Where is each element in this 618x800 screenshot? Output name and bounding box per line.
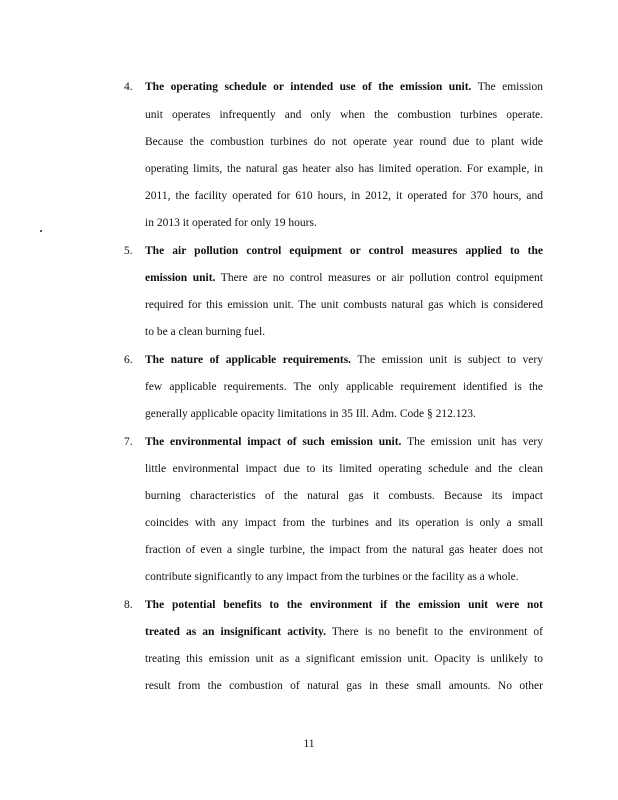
item-4-line-6: in 2013 it operated for only 19 hours. xyxy=(145,217,317,229)
item-7-number: 7. xyxy=(124,436,133,448)
item-6-line-1 xyxy=(145,354,543,366)
item-5-line-4: to be a clean burning fuel. xyxy=(145,326,266,338)
item-8-heading-2: treated as an insignificant activity. xyxy=(145,626,326,638)
item-5-number: 5. xyxy=(124,245,133,257)
item-7-line-5: fraction of even a single turbine, the impact from the natural gas heater does not xyxy=(145,544,543,556)
item-8-line-3: treating this emission unit as a significant emission unit. Opacity is unlikely to xyxy=(145,653,543,665)
item-6-number: 6. xyxy=(124,354,133,366)
item-5-text-1: There are no control measures or air pollution control equipment xyxy=(215,272,543,284)
item-6-line-2: few applicable requirements. The only applicable requirement identified is the xyxy=(145,381,543,393)
item-4-heading: The operating schedule or intended use of the emission unit. xyxy=(145,81,472,93)
item-4-line-5: 2011, the facility operated for 610 hours, in 2012, it operated for 370 hours, and xyxy=(145,190,543,202)
item-7-line-1 xyxy=(145,436,543,448)
page-number: 11 xyxy=(303,738,315,750)
item-8-text-1: There is no benefit to the environment of xyxy=(325,626,543,638)
scan-mark xyxy=(40,230,42,232)
item-6-line-3: generally applicable opacity limitations in 35 Ill. Adm. Code § 212.123. xyxy=(145,408,476,420)
item-7-line-4: coincides with any impact from the turbines and its operation is only a small xyxy=(145,517,543,529)
item-4-number: 4. xyxy=(124,81,133,93)
item-7-line-3: burning characteristics of the natural gas it combusts. Because its impact xyxy=(145,490,543,502)
item-4-line-3: Because the combustion turbines do not operate year round due to plant wide xyxy=(145,136,543,148)
item-8-line-4: result from the combustion of natural gas in these small amounts. No other xyxy=(145,680,543,692)
item-4-text-1: The emission xyxy=(471,81,544,93)
item-8-number: 8. xyxy=(124,599,133,611)
item-8-line-1 xyxy=(145,599,543,611)
item-5-heading-1: The air pollution control equipment or control measures applied to the xyxy=(145,245,543,257)
item-7-line-6: contribute significantly to any impact from the turbines or the facility as a whole. xyxy=(145,571,519,583)
item-5-line-1 xyxy=(145,245,543,257)
item-8-line-2 xyxy=(145,626,543,638)
item-4-line-1 xyxy=(145,81,543,93)
item-7-text-1: The emission unit has very xyxy=(401,436,543,448)
item-5-line-3: required for this emission unit. The unit combusts natural gas which is considered xyxy=(145,299,543,311)
item-6-heading: The nature of applicable requirements. xyxy=(145,354,352,366)
item-6-text-1: The emission unit is subject to very xyxy=(351,354,543,366)
item-5-line-2 xyxy=(145,272,543,284)
item-5-heading-2: emission unit. xyxy=(145,272,216,284)
item-4-line-4: operating limits, the natural gas heater also has limited operation. For example, in xyxy=(145,163,543,175)
item-4-line-2: unit operates infrequently and only when the combustion turbines operate. xyxy=(145,109,543,121)
item-7-heading: The environmental impact of such emission unit. xyxy=(145,436,402,448)
item-7-line-2: little environmental impact due to its limited operating schedule and the clean xyxy=(145,463,543,475)
item-8-heading-1: The potential benefits to the environment if the emission unit were not xyxy=(145,599,543,611)
